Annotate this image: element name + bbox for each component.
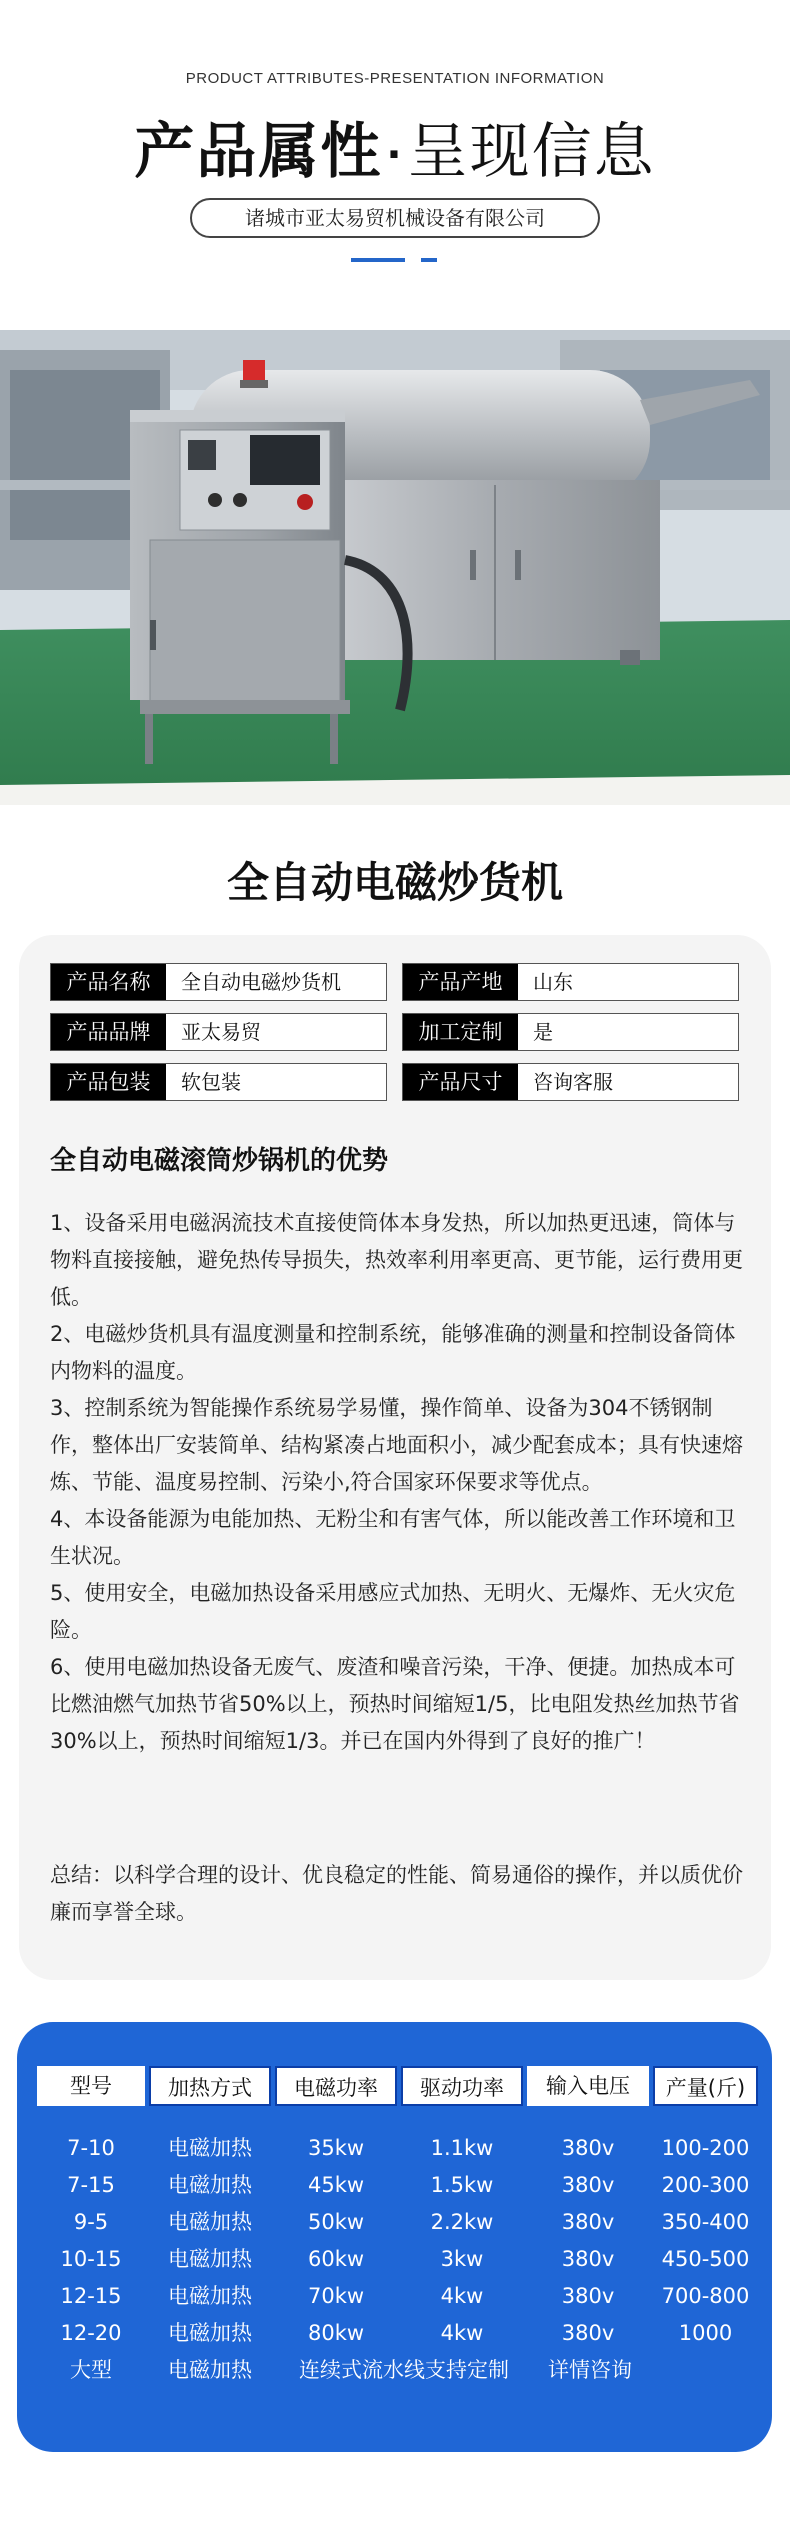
advantage-item: 4、本设备能源为电能加热、无粉尘和有害气体，所以能改善工作环境和卫生状况。: [50, 1507, 736, 1568]
advantage-item: 3、控制系统为智能操作系统易学易懂，操作简单、设备为304不锈钢制作，整体出厂安装简单、结构紧凑占地面积小，减少配套成本；具有快速熔炼、节能、温度易控制、污染小,符合国家环保要求等优点。: [50, 1396, 743, 1494]
spec-cell: 380v: [561, 2284, 615, 2308]
attr-key: 产品产地: [403, 964, 518, 1000]
spec-cell: 380v: [561, 2321, 615, 2345]
attr-size: [402, 1063, 739, 1101]
spec-cell: 35kw: [307, 2136, 365, 2160]
spec-cell: 1000: [678, 2321, 733, 2345]
attr-value: 全自动电磁炒货机: [181, 970, 341, 994]
spec-cell: 70kw: [307, 2284, 365, 2308]
summary-text: 总结：以科学合理的设计、优良稳定的性能、简易通俗的操作，并以质优价廉而享誉全球。: [50, 1863, 743, 1924]
spec-cell: 100-200: [661, 2136, 750, 2160]
spec-cell: 380v: [561, 2136, 615, 2160]
spec-cell-large-model: 大型: [70, 2358, 112, 2382]
attr-value: 软包装: [181, 1070, 241, 1094]
attr-product-name: [50, 963, 387, 1001]
attr-value: 山东: [533, 970, 573, 994]
attr-packaging: [50, 1063, 387, 1101]
spec-cell: 电磁加热: [168, 2210, 252, 2234]
spec-cell: 12-15: [60, 2284, 122, 2308]
attr-value: 是: [533, 1020, 553, 1044]
spec-cell: 350-400: [661, 2210, 750, 2234]
attr-key: 产品尺寸: [403, 1064, 518, 1100]
spec-cell: 700-800: [661, 2284, 750, 2308]
spec-header-model: 型号: [37, 2066, 145, 2106]
header-title-dot: ·: [386, 132, 404, 179]
spec-cell: 2.2kw: [430, 2210, 494, 2234]
spec-cell: 4kw: [440, 2284, 484, 2308]
header-subtitle: PRODUCT ATTRIBUTES-PRESENTATION INFORMATION: [185, 70, 605, 87]
header-title: [0, 104, 790, 190]
spec-cell: 80kw: [307, 2321, 365, 2345]
product-photo: [0, 330, 790, 805]
header-title-bold: 产品属性: [134, 117, 383, 187]
advantage-item: 5、使用安全，电磁加热设备采用感应式加热、无明火、无爆炸、无火灾危险。: [50, 1581, 736, 1642]
advantage-item: 1、设备采用电磁涡流技术直接使筒体本身发热，所以加热更迅速，筒体与物料直接接触，避免热传导损失，热效率利用率更高、更节能，运行费用更低。: [50, 1211, 743, 1309]
spec-cell-large-note: 连续式流水线支持定制: [299, 2358, 509, 2382]
spec-cell: 450-500: [661, 2247, 750, 2271]
spec-table: [17, 2022, 772, 2452]
spec-cell: 10-15: [60, 2247, 122, 2271]
spec-cell: 7-15: [67, 2173, 115, 2197]
advantages-list: [50, 1205, 748, 1760]
attr-value: 亚太易贸: [181, 1020, 261, 1044]
spec-cell: 380v: [561, 2210, 615, 2234]
spec-cell: 380v: [561, 2173, 615, 2197]
spec-cell-large-heating: 电磁加热: [168, 2358, 252, 2382]
advantages-title: 全自动电磁滚筒炒锅机的优势: [50, 1146, 389, 1176]
spec-cell: 7-10: [67, 2136, 115, 2160]
attr-key: 加工定制: [403, 1014, 518, 1050]
advantage-item: 6、使用电磁加热设备无废气、废渣和噪音污染，干净、便捷。加热成本可比燃油燃气加热节省50%以上，预热时间缩短1/5，比电阻发热丝加热节省30%以上，预热时间缩短1/3。并已在国内外得到了良好的推广！: [50, 1655, 740, 1753]
spec-cell: 1.5kw: [430, 2173, 494, 2197]
spec-header-output: 产量(斤): [653, 2066, 758, 2106]
spec-cell: 60kw: [307, 2247, 365, 2271]
attr-customization: [402, 1013, 739, 1051]
spec-header-drive-power: 驱动功率: [401, 2066, 523, 2106]
spec-cell: 电磁加热: [168, 2247, 252, 2271]
header-section: [0, 0, 790, 330]
spec-cell: 50kw: [307, 2210, 365, 2234]
spec-cell: 380v: [561, 2247, 615, 2271]
spec-cell: 电磁加热: [168, 2284, 252, 2308]
spec-cell: 200-300: [661, 2173, 750, 2197]
spec-cell-large-contact: 详情咨询: [548, 2358, 632, 2382]
company-name-pill: 诸城市亚太易贸机械设备有限公司: [190, 198, 600, 238]
spec-cell: 9-5: [73, 2210, 109, 2234]
attr-origin: [402, 963, 739, 1001]
spec-cell: 电磁加热: [168, 2173, 252, 2197]
attr-brand: [50, 1013, 387, 1051]
attr-key: 产品品牌: [51, 1014, 166, 1050]
spec-cell: 电磁加热: [168, 2136, 252, 2160]
attr-value: 咨询客服: [533, 1070, 613, 1094]
spec-header-voltage: 输入电压: [527, 2066, 649, 2106]
spec-header-heating: 加热方式: [149, 2066, 271, 2106]
attr-key: 产品包装: [51, 1064, 166, 1100]
spec-cell: 4kw: [440, 2321, 484, 2345]
spec-cell: 电磁加热: [168, 2321, 252, 2345]
spec-cell: 12-20: [60, 2321, 122, 2345]
spec-cell: 45kw: [307, 2173, 365, 2197]
spec-cell: 1.1kw: [430, 2136, 494, 2160]
spec-header-em-power: 电磁功率: [275, 2066, 397, 2106]
spec-cell: 3kw: [440, 2247, 484, 2271]
attr-key: 产品名称: [51, 964, 166, 1000]
header-title-light: 呈现信息: [407, 117, 656, 187]
advantage-item: 2、电磁炒货机具有温度测量和控制系统，能够准确的测量和控制设备筒体内物料的温度。: [50, 1322, 736, 1383]
product-title: 全自动电磁炒货机: [226, 858, 563, 907]
